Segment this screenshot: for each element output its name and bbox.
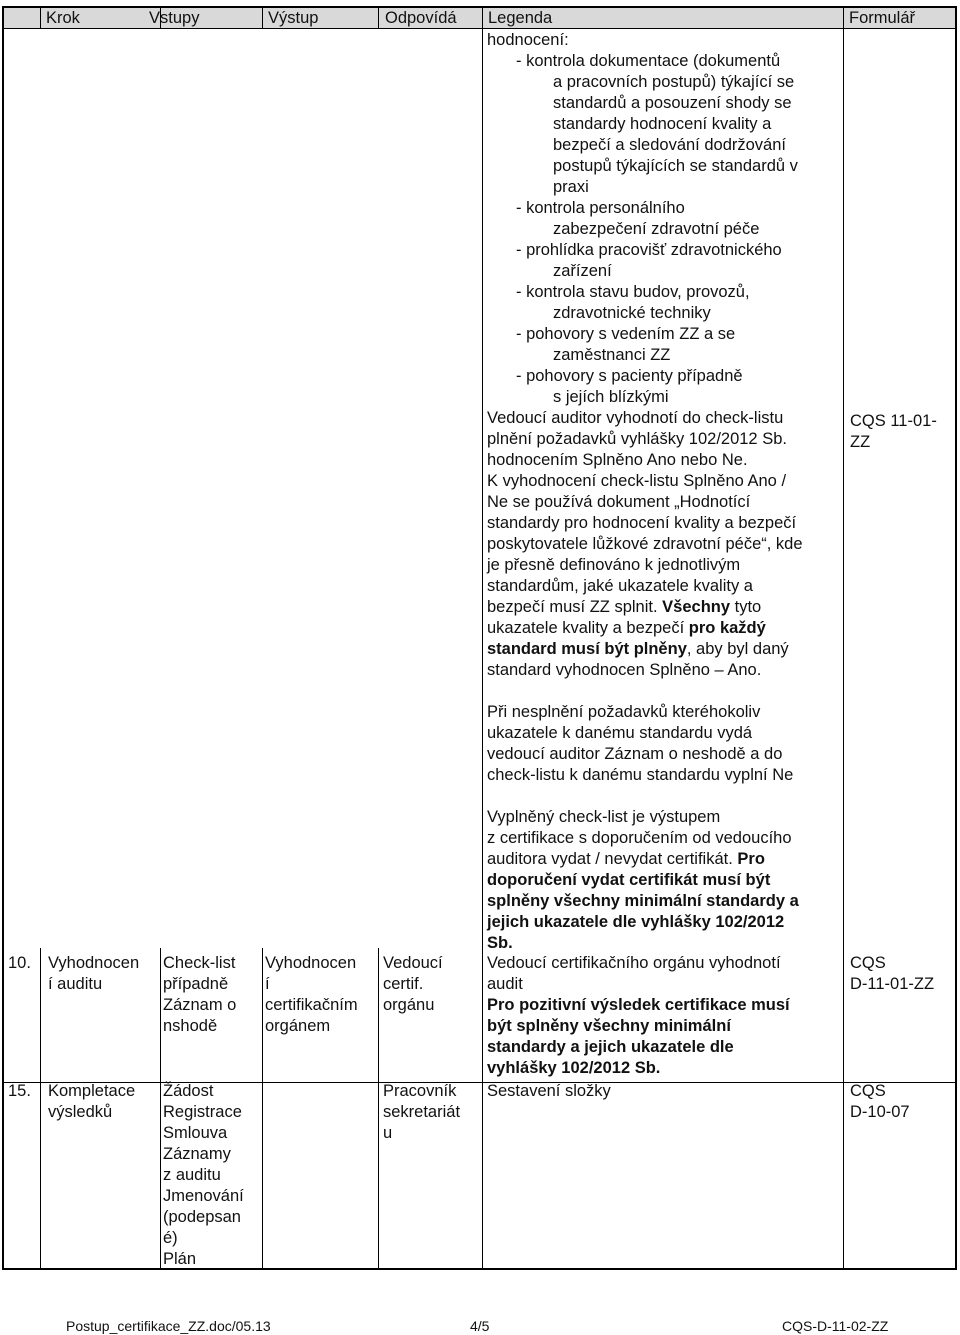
legend-line: Při nesplnění požadavků kteréhokoliv: [487, 703, 761, 721]
legend-line: standardům, jaké ukazatele kvality a: [487, 577, 753, 595]
legend-line: - prohlídka pracovišť zdravotnického: [516, 241, 782, 259]
legend-line: Vyplněný check-list je výstupem: [487, 808, 721, 826]
legend-line: s jejích blízkými: [553, 388, 669, 406]
legend-text: bezpečí musí ZZ splnit.: [487, 598, 658, 616]
legend-line: - kontrola dokumentace (dokumentů: [516, 52, 781, 70]
hdr-div-1: [40, 8, 41, 28]
row10-odpovida2-line: orgánu: [383, 996, 435, 1014]
divider-vstupy: [160, 948, 161, 1270]
legend-line: [487, 639, 842, 660]
legend-line: hodnocením Splněno Ano nebo Ne.: [487, 451, 748, 469]
legend-line: [487, 849, 842, 870]
row15-form-line: CQS: [850, 1082, 886, 1100]
legend-line: ukazatele k danému standardu vydá: [487, 724, 753, 742]
row15-vstupy-line: výsledků: [48, 1103, 113, 1121]
legend-line: standardů a posouzení shody se: [553, 94, 792, 112]
row10-form-line: CQS: [850, 954, 886, 972]
legend-bold: pro každý: [688, 619, 766, 637]
row10-legend-bold: být splněny všechny minimální: [487, 1017, 731, 1035]
form-prev: [850, 411, 955, 453]
row10-vystup-line: případně: [163, 975, 229, 993]
row15-vystup-line: Registrace: [163, 1103, 242, 1121]
form-line: CQS 11-01-: [850, 412, 937, 430]
legend-bold: doporučení vydat certifikát musí být: [487, 871, 771, 889]
row10-formular: [850, 953, 955, 995]
legend-bold: standard musí být plněny: [487, 640, 687, 658]
legend-line: standardy hodnocení kvality a: [553, 115, 772, 133]
legend-line: - pohovory s vedením ZZ a se: [516, 325, 736, 343]
legend-bold: Všechny: [662, 598, 731, 616]
legend-line: bezpečí a sledování dodržování: [553, 136, 786, 154]
legend-line: praxi: [553, 178, 589, 196]
row10-legend-bold: vyhlášky 102/2012 Sb.: [487, 1059, 661, 1077]
footer-form-code: CQS-D-11-02-ZZ: [782, 1318, 889, 1334]
row15-vstupy: [48, 1081, 158, 1123]
row15-odpovida-line: Pracovník: [383, 1082, 457, 1100]
legend-line: standardy pro hodnocení kvality a bezpečí: [487, 514, 797, 532]
row10-vstupy-line: Vyhodnocen: [48, 954, 140, 972]
legend-line: z certifikace s doporučením od vedoucího: [487, 829, 792, 847]
row15-odpovida-line: u: [383, 1124, 393, 1142]
row15-vystup-line: Záznamy: [163, 1145, 231, 1163]
legend-line: zařízení: [553, 262, 612, 280]
row10-odpovida-line: Vyhodnocen: [265, 954, 357, 972]
row10-odpovida2-line: Vedoucí: [383, 954, 443, 972]
hdr-div-4: [378, 8, 379, 28]
row10-legend-bold: Pro pozitivní výsledek certifikace musí: [487, 996, 790, 1014]
divider-krok: [40, 948, 41, 1270]
row10-odpovida-line: orgánem: [265, 1017, 331, 1035]
legend-bold: splněny všechny minimální standardy a: [487, 892, 799, 910]
hdr-div-3: [262, 8, 263, 28]
legend-line: hodnocení:: [487, 31, 569, 49]
legend-line: check-listu k danému standardu vyplní Ne: [487, 766, 794, 784]
legend-bold: jejich ukazatele dle vyhlášky 102/2012: [487, 913, 785, 931]
hdr-div-6: [843, 8, 844, 28]
legend-bold: Pro: [737, 850, 765, 868]
divider-odpovida: [378, 948, 379, 1270]
legend-line: [487, 597, 842, 618]
row15-vystup-line: Jmenování: [163, 1187, 244, 1205]
row15-vstupy-line: Kompletace: [48, 1082, 136, 1100]
legend-line: a pracovních postupů) týkající se: [553, 73, 795, 91]
legend-line: postupů týkajících se standardů v: [553, 157, 798, 175]
legend-prev: [487, 30, 842, 954]
row15-krok: 15.: [8, 1082, 31, 1100]
legend-line: poskytovatele lůžkové zdravotní péče“, kde: [487, 535, 803, 553]
divider-vystup: [262, 948, 263, 1270]
row10-vystup: [163, 953, 259, 1037]
row10-legend-line: Vedoucí certifikačního orgánu vyhodnotí: [487, 954, 781, 972]
row10-vstupy-line: í auditu: [48, 975, 103, 993]
hdr-div-2: [160, 8, 161, 28]
row15-vystup-line: Plán: [163, 1250, 197, 1268]
row10-vystup-line: Záznam o: [163, 996, 237, 1014]
header-odpovida: Odpovídá: [385, 9, 457, 27]
row15-vystup-line: Žádost: [163, 1082, 214, 1100]
legend-line: zaměstnanci ZZ: [553, 346, 671, 364]
row10-krok: 10.: [8, 954, 31, 972]
row15-vystup-line: z auditu: [163, 1166, 221, 1184]
row15-vystup: [163, 1081, 259, 1270]
divider-form: [843, 28, 844, 1270]
row10-legend-bold: standardy a jejich ukazatele dle: [487, 1038, 734, 1056]
legend-line: zdravotnické techniky: [553, 304, 711, 322]
row15-form-line: D-10-07: [850, 1103, 910, 1121]
row15-legend-line: Sestavení složky: [487, 1082, 611, 1100]
row10-vystup-line: nshodě: [163, 1017, 218, 1035]
row10-odpovida2-line: certif.: [383, 975, 424, 993]
legend-line: standard vyhodnocen Splněno – Ano.: [487, 661, 762, 679]
row10-legend-line: audit: [487, 975, 523, 993]
row15-vystup-line: Smlouva: [163, 1124, 228, 1142]
legend-line: je přesně definováno k jednotlivým: [487, 556, 741, 574]
row10-odpovida-line: certifikačním: [265, 996, 358, 1014]
legend-line: [487, 891, 842, 912]
row15-odpovida: [383, 1081, 479, 1144]
row10-form-line: D-11-01-ZZ: [850, 975, 935, 993]
footer-filename: Postup_certifikace_ZZ.doc/05.13: [66, 1318, 271, 1334]
row10-odpovida: [265, 953, 377, 1037]
table-header: [4, 8, 955, 29]
legend-line: Ne se používá dokument „Hodnotící: [487, 493, 751, 511]
row10-vystup-line: Check-list: [163, 954, 236, 972]
header-legenda: Legenda: [488, 9, 553, 27]
legend-line: [487, 618, 842, 639]
form-line: ZZ: [850, 433, 871, 451]
legend-line: - kontrola stavu budov, provozů,: [516, 283, 750, 301]
legend-line: K vyhodnocení check-listu Splněno Ano /: [487, 472, 787, 490]
header-vystup: Výstup: [268, 9, 319, 27]
legend-line: [487, 912, 842, 933]
legend-line: [487, 870, 842, 891]
legend-text: auditora vydat / nevydat certifikát.: [487, 850, 738, 868]
row10-legenda: [487, 953, 842, 1079]
row10-vstupy: [48, 953, 158, 995]
legend-line: - kontrola personálního: [516, 199, 685, 217]
legend-bold: Sb.: [487, 934, 513, 952]
header-krok: Krok: [46, 9, 80, 27]
legend-line: zabezpečení zdravotní péče: [553, 220, 760, 238]
row15-vystup-line: (podepsan: [163, 1208, 241, 1226]
legend-line: - pohovory s pacienty případně: [516, 367, 743, 385]
legend-text: , aby byl daný: [686, 640, 789, 658]
legend-line: vedoucí auditor Záznam o neshodě a do: [487, 745, 783, 763]
legend-text: tyto: [730, 598, 762, 616]
legend-line: Vedoucí auditor vyhodnotí do check-listu: [487, 409, 784, 427]
header-vstupy: Vstupy: [149, 9, 200, 27]
legend-line: plnění požadavků vyhlášky 102/2012 Sb.: [487, 430, 787, 448]
legend-text: ukazatele kvality a bezpečí: [487, 619, 689, 637]
hdr-div-5: [482, 8, 483, 28]
row15-legenda: [487, 1081, 842, 1102]
row15-formular: [850, 1081, 955, 1123]
row15-odpovida-line: sekretariát: [383, 1103, 461, 1121]
row15-vystup-line: é): [163, 1229, 178, 1247]
footer-page-number: 4/5: [470, 1318, 490, 1334]
divider-legend: [482, 28, 483, 1270]
row10-odpovida-line: í: [265, 975, 270, 993]
legend-line: [487, 933, 842, 954]
header-formular: Formulář: [849, 9, 916, 27]
row10-odpovida2: [383, 953, 479, 1016]
